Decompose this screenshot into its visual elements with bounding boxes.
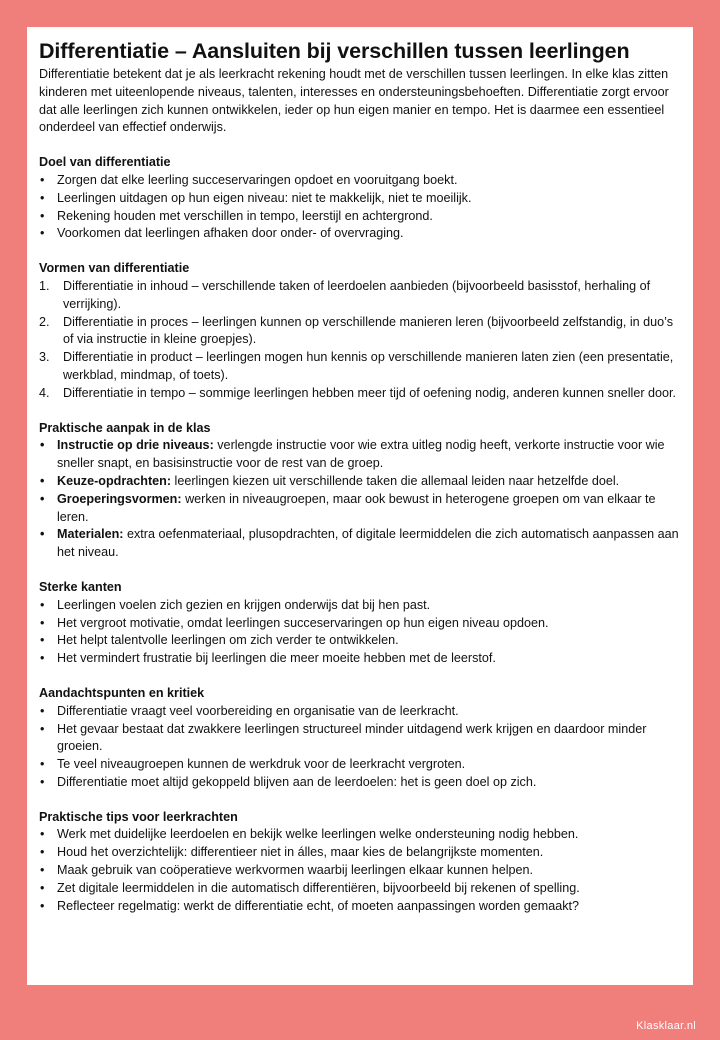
list-item-text: Zet digitale leermiddelen in die automatisch differentiëren, bijvoorbeeld bij rekenen of spelling. [57,880,580,895]
list-item [39,898,681,916]
list-doel [39,172,681,243]
list-item-text: Differentiatie in inhoud – verschillende taken of leerdoelen aanbieden (bijvoorbeeld basisstof, herhaling of verrijking). [63,278,651,311]
document-card [27,27,693,985]
heading-sterk: Sterke kanten [39,579,122,594]
list-item-text: Leerlingen voelen zich gezien en krijgen onderwijs dat bij hen past. [57,597,431,612]
list-item [39,862,681,880]
list-item [39,880,681,898]
bullet-icon: • [40,615,45,630]
list-item [39,844,681,862]
bullet-icon: • [40,633,45,648]
bullet-icon: • [40,863,45,878]
list-item-text: Het gevaar bestaat dat zwakkere leerlingen structureel minder uitdagend werk krijgen en daardoor minder groeien. [57,721,647,754]
list-item-term: Instructie op drie niveaus: [57,438,214,453]
heading-aanpak: Praktische aanpak in de klas [39,420,211,435]
list-sterk [39,597,681,668]
list-item [39,208,681,226]
bullet-icon: • [40,527,45,542]
list-item [39,756,681,774]
bullet-icon: • [40,226,45,241]
list-item-term: Groeperingsvormen: [57,491,182,506]
list-item-text: Het vergroot motivatie, omdat leerlingen succeservaringen op hun eigen niveau opdoen. [57,615,549,630]
list-item-text: werken in niveaugroepen, maar ook bewust in heterogene groepen om van elkaar te leren. [57,491,656,524]
list-aanpak [39,437,681,562]
list-item-text: Houd het overzichtelijk: differentieer niet in álles, maar kies de belangrijkste momenten. [57,845,544,860]
bullet-icon: • [40,845,45,860]
list-item [39,615,681,633]
bullet-icon: • [40,172,45,187]
list-item [39,597,681,615]
heading-vormen: Vormen van differentiatie [39,261,190,276]
bullet-icon: • [40,438,45,453]
heading-doel: Doel van differentiatie [39,155,171,170]
list-item [39,650,681,668]
intro-paragraph: Differentiatie betekent dat je als leerkracht rekening houdt met de verschillen tussen leerlingen. In elke klas zitten kinderen met uiteenlopende niveaus, talenten, interesses en ondersteuningsbehoeften. Differentiatie zorgt ervoor dat alle leerlingen zich kunnen ontwikkelen, ieder op hun eigen manier en tempo. Het is daarmee een essentieel onderdeel van effectief onderwijs. [39,67,669,135]
list-item [39,491,681,527]
bullet-icon: • [40,597,45,612]
bullet-icon: • [40,757,45,772]
list-number: 1. [39,278,50,293]
list-item [39,314,681,350]
heading-kritiek: Aandachtspunten en kritiek [39,685,205,700]
list-item [39,385,681,403]
list-number: 3. [39,350,50,365]
list-item-text: verlengde instructie voor wie extra uitleg nodig heeft, verkorte instructie voor wie sneller snapt, en basisinstructie voor de rest van de groep. [57,438,665,471]
list-item-text: Maak gebruik van coöperatieve werkvormen waarbij leerlingen elkaar kunnen helpen. [57,863,534,878]
list-item [39,632,681,650]
list-item [39,349,681,385]
bullet-icon: • [40,190,45,205]
page-title: Differentiatie – Aansluiten bij verschillen tussen leerlingen [39,39,630,63]
list-item-text: Reflecteer regelmatig: werkt de differentiatie echt, of moeten aanpassingen worden gemaakt? [57,898,580,913]
list-item [39,826,681,844]
list-item [39,774,681,792]
list-item [39,526,681,562]
list-item-text: Differentiatie moet altijd gekoppeld blijven aan de leerdoelen: het is geen doel op zich. [57,774,537,789]
list-item-text: Werk met duidelijke leerdoelen en bekijk welke leerlingen welke ondersteuning nodig hebben. [57,827,579,842]
list-item-term: Keuze-opdrachten: [57,473,172,488]
list-item-text: Rekening houden met verschillen in tempo, leerstijl en achtergrond. [57,208,433,223]
list-item-text: Zorgen dat elke leerling succeservaringen opdoet en vooruitgang boekt. [57,172,458,187]
list-item-text: Differentiatie in tempo – sommige leerlingen hebben meer tijd of oefening nodig, anderen kunnen sneller door. [63,385,677,400]
list-item-term: Materialen: [57,527,124,542]
list-item [39,473,681,491]
list-item-text: leerlingen kiezen uit verschillende taken die allemaal leiden naar hetzelfde doel. [171,473,620,488]
bullet-icon: • [40,827,45,842]
bullet-icon: • [40,651,45,666]
list-number: 4. [39,385,50,400]
bullet-icon: • [40,473,45,488]
list-item-text: Differentiatie in product – leerlingen mogen hun kennis op verschillende manieren laten zien (een presentatie, werkblad, mindmap, of toets). [63,350,674,382]
heading-tips: Praktische tips voor leerkrachten [39,809,238,824]
list-item [39,721,681,757]
bullet-icon: • [40,208,45,223]
list-item-text: Leerlingen uitdagen op hun eigen niveau: niet te makkelijk, niet te moeilijk. [57,190,472,205]
list-item [39,225,681,243]
list-item-text: Het helpt talentvolle leerlingen om zich verder te ontwikkelen. [57,633,399,648]
list-number: 2. [39,314,50,329]
list-item [39,190,681,208]
list-vormen [39,278,681,403]
bullet-icon: • [40,703,45,718]
list-item [39,703,681,721]
list-item-text: Te veel niveaugroepen kunnen de werkdruk voor de leerkracht vergroten. [57,757,466,772]
list-kritiek [39,703,681,792]
bullet-icon: • [40,898,45,913]
list-item-text: Differentiatie vraagt veel voorbereiding en organisatie van de leerkracht. [57,703,459,718]
list-item-text: Het vermindert frustratie bij leerlingen die meer moeite hebben met de leerstof. [57,651,496,666]
list-item-text: Differentiatie in proces – leerlingen kunnen op verschillende manieren leren (bijvoorbeeld zelfstandig, in duo’s of via instructie in kleine groepjes). [63,314,674,347]
list-item-text: Voorkomen dat leerlingen afhaken door onder- of overvraging. [57,226,404,241]
list-tips [39,826,681,915]
bullet-icon: • [40,880,45,895]
list-item-text: extra oefenmateriaal, plusopdrachten, of digitale leermiddelen die zich automatisch aanpassen aan het niveau. [57,527,679,560]
bullet-icon: • [40,491,45,506]
bullet-icon: • [40,721,45,736]
list-item [39,172,681,190]
footer-brand: Klasklaar.nl [636,1020,696,1032]
bullet-icon: • [40,774,45,789]
list-item [39,437,681,473]
list-item [39,278,681,314]
